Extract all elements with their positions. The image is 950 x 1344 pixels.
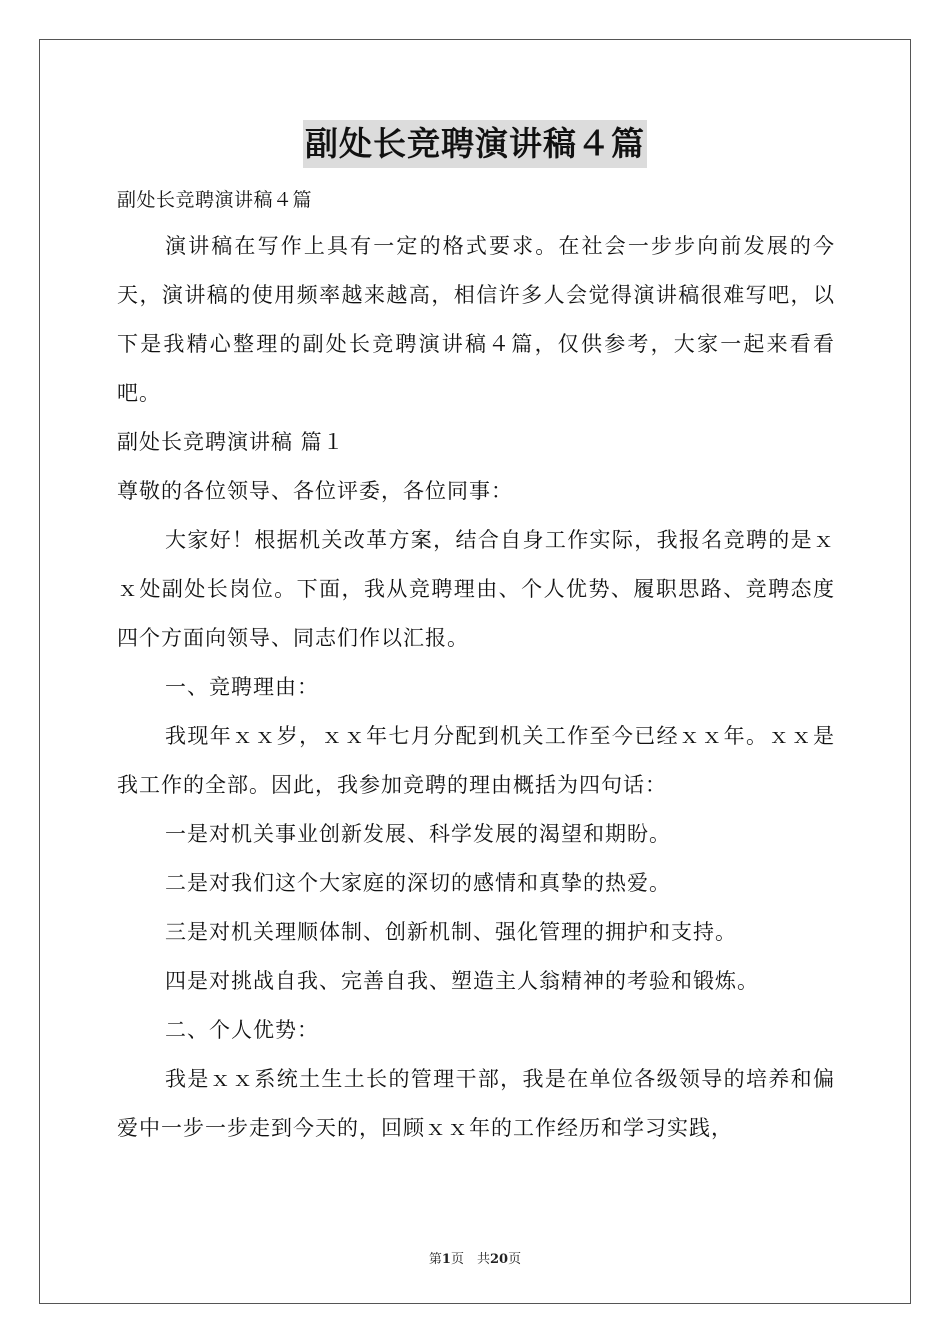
paragraph: 二、个人优势： <box>165 1018 319 1042</box>
paragraph: 我是ｘｘ系统土生土长的管理干部，我是在单位各级领导的培养和偏爱中一步一步走到今天的，回顾ｘｘ年的工作经历和学习实践， <box>117 1067 835 1140</box>
paragraph: 大家好！根据机关改革方案，结合自身工作实际，我报名竞聘的是ｘｘ处副处长岗位。下面，我从竞聘理由、个人优势、履职思路、竞聘态度四个方面向领导、同志们作以汇报。 <box>117 528 835 650</box>
document-subtitle: 副处长竞聘演讲稿４篇 <box>117 189 313 211</box>
paragraph: 一是对机关事业创新发展、科学发展的渴望和期盼。 <box>165 822 671 846</box>
paragraph: 副处长竞聘演讲稿 篇１ <box>117 430 345 454</box>
paragraph: 演讲稿在写作上具有一定的格式要求。在社会一步步向前发展的今天，演讲稿的使用频率越来越高，相信许多人会觉得演讲稿很难写吧，以下是我精心整理的副处长竞聘演讲稿４篇，仅供参考，大家一起来看看吧。 <box>117 234 835 405</box>
footer-mid: 页 共 <box>450 1252 490 1267</box>
footer-suffix: 页 <box>508 1252 522 1267</box>
paragraph: 三是对机关理顺体制、创新机制、强化管理的拥护和支持。 <box>165 920 737 944</box>
current-page-number: 1 <box>441 1252 451 1267</box>
paragraph: 二是对我们这个大家庭的深切的感情和真挚的热爱。 <box>165 871 671 895</box>
paragraph: 一、竞聘理由： <box>165 675 319 699</box>
title-container <box>0 120 950 168</box>
paragraph: 四是对挑战自我、完善自我、塑造主人翁精神的考验和锻炼。 <box>165 969 759 993</box>
document-body <box>117 178 835 1153</box>
footer-prefix: 第 <box>428 1252 442 1267</box>
total-page-number: 20 <box>489 1252 509 1267</box>
paragraph: 我现年ｘｘ岁，ｘｘ年七月分配到机关工作至今已经ｘｘ年。ｘｘ是我工作的全部。因此，我参加竞聘的理由概括为四句话： <box>117 724 835 797</box>
page-footer <box>0 1248 950 1267</box>
document-title: 副处长竞聘演讲稿４篇 <box>303 120 647 168</box>
paragraph: 尊敬的各位领导、各位评委，各位同事： <box>117 479 513 503</box>
